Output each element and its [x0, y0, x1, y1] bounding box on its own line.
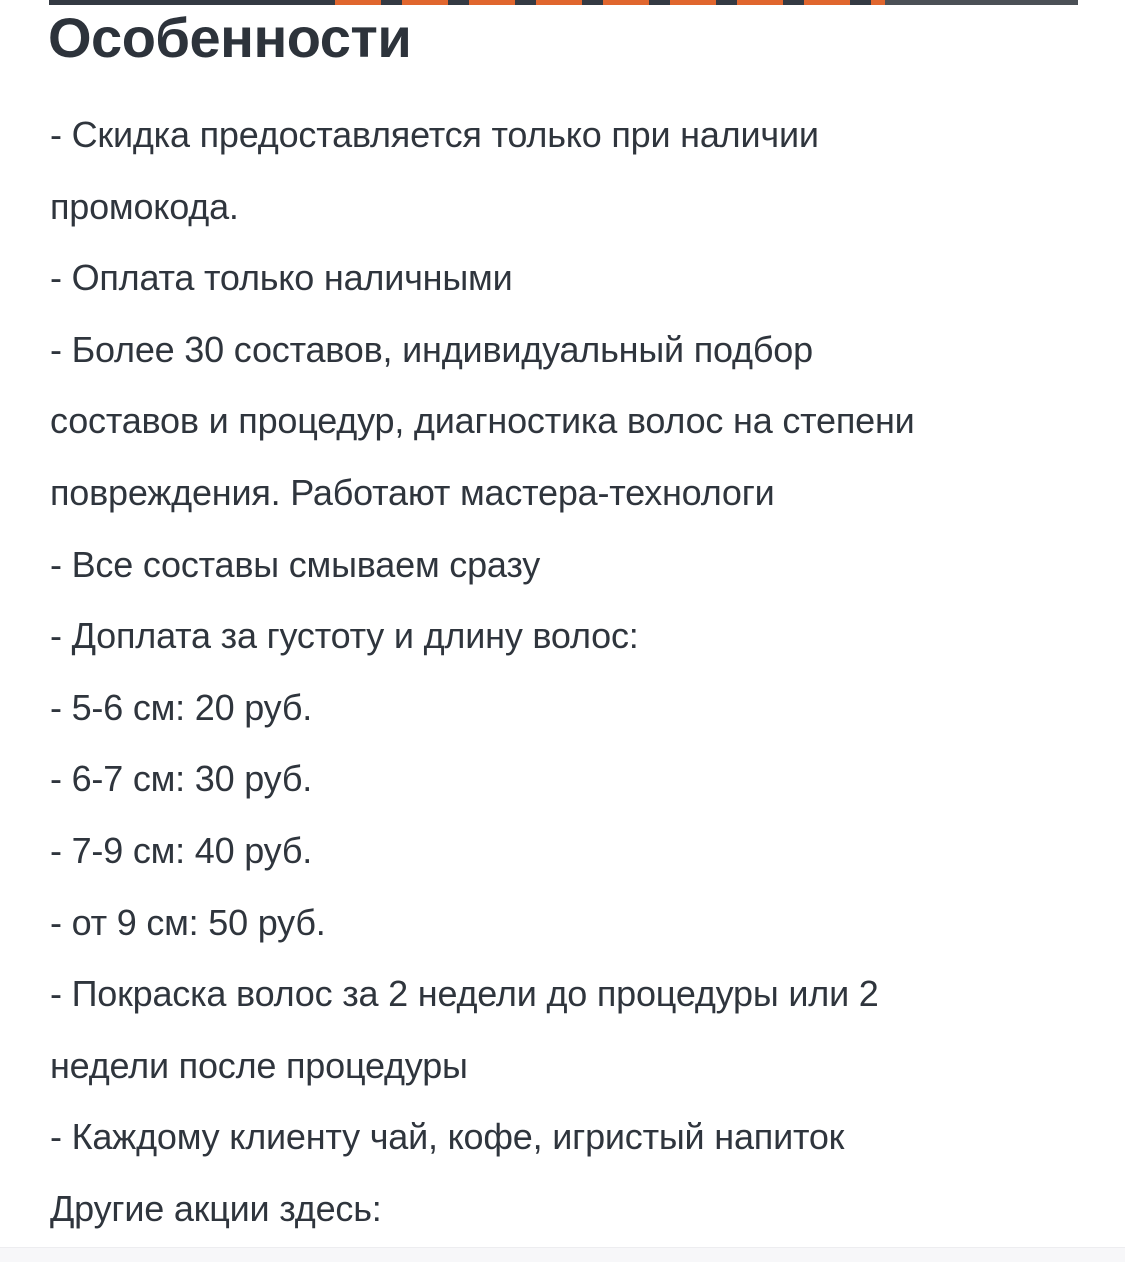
feature-line: промокода. [50, 185, 239, 227]
feature-line: повреждения. Работают мастера-технологи [50, 471, 775, 513]
features-text-block [50, 99, 915, 1245]
feature-line: - Доплата за густоту и длину волос: [50, 615, 639, 657]
feature-line: - 7-9 см: 40 руб. [50, 829, 313, 871]
feature-line: - Скидка предоставляется только при наличии [50, 114, 819, 155]
feature-line: - Более 30 составов, индивидуальный подбор [50, 328, 813, 370]
feature-line: составов и процедур, диагностика волос на степени [50, 400, 915, 442]
feature-line: - от 9 см: 50 руб. [50, 901, 326, 943]
feature-line: - Все составы смываем сразу [50, 543, 541, 585]
feature-line: - Покраска волос за 2 недели до процедуры или 2 [50, 973, 879, 1015]
feature-line: - Оплата только наличными [50, 257, 513, 299]
feature-line: недели после процедуры [50, 1044, 468, 1086]
feature-line: - Каждому клиенту чай, кофе, игристый напиток [50, 1116, 845, 1158]
feature-line: - 5-6 см: 20 руб. [50, 686, 313, 728]
page-title: Особенности [48, 6, 412, 69]
top-banner-right-segment [885, 0, 1078, 5]
bottom-section-divider [0, 1247, 1125, 1262]
feature-line: Другие акции здесь: [50, 1187, 382, 1229]
feature-line: - 6-7 см: 30 руб. [50, 758, 313, 800]
top-banner-accent-pattern [335, 0, 885, 5]
